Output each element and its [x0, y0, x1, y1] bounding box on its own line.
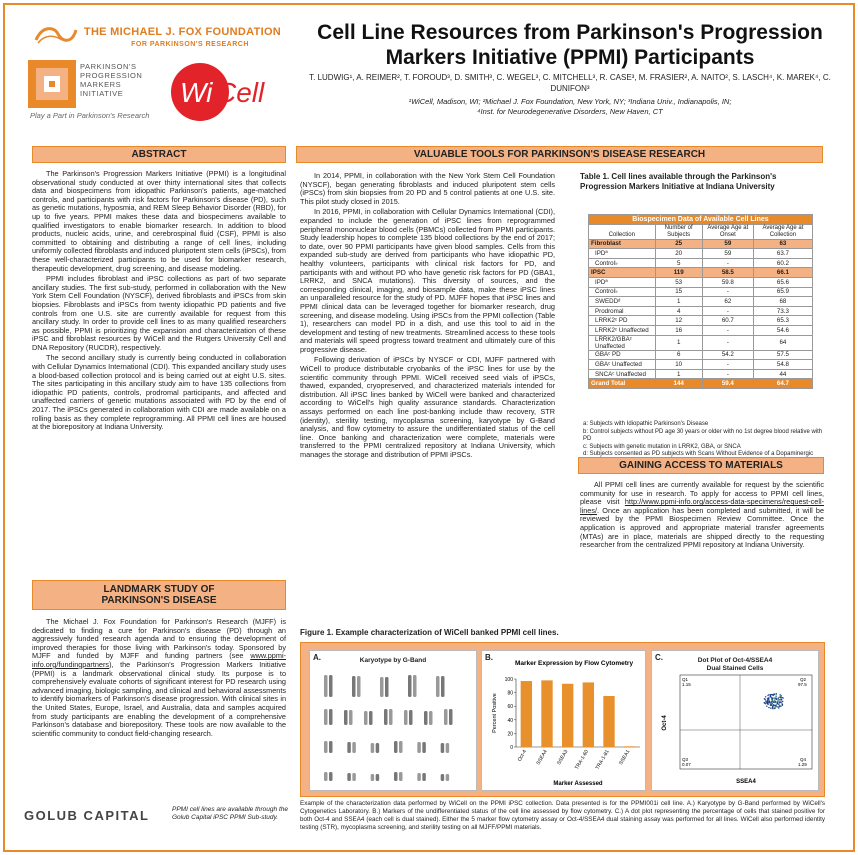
- landmark-body: [32, 618, 286, 740]
- footnote: b: Control subjects without PD age 30 years or older with no 1st degree blood relative with PD: [583, 428, 823, 442]
- table-cell: 15: [655, 287, 702, 297]
- table-cell: 65.3: [753, 316, 812, 326]
- golub-capital-logo: GOLUB CAPITAL: [24, 808, 150, 823]
- x-tick-label: SSEA3: [556, 749, 570, 766]
- event-dot: [769, 702, 770, 703]
- table-cell: 54.6: [753, 325, 812, 335]
- table-cell: IPSC: [589, 268, 656, 278]
- table-cell: 60.2: [753, 258, 812, 268]
- ppmi-line: PARKINSON'S: [80, 62, 137, 71]
- table-cell: 144: [655, 379, 702, 389]
- flow-cytometry-panel: [481, 650, 646, 791]
- cell-lines-table: [588, 214, 813, 389]
- chromosome: [329, 709, 333, 725]
- affiliation-line: ⁴Inst. for Neurodegenerative Disorders, New Haven, CT: [477, 107, 663, 116]
- table-row: [589, 287, 813, 297]
- mjff-name: THE MICHAEL J. FOX FOUNDATION: [83, 26, 282, 38]
- sponsor-note: PPMI cell lines are available through the Golub Capital iPSC PPMI Sub-study.: [172, 806, 288, 821]
- mjff-logo-icon: [32, 24, 78, 46]
- dot-plot-title: Dot Plot of Oct-4/SSEA4: [697, 657, 773, 664]
- chromosome: [344, 710, 348, 725]
- chromosome: [429, 711, 433, 725]
- y-axis-label: Percent Positive: [492, 693, 498, 733]
- chromosome: [449, 709, 453, 725]
- access-heading: GAINING ACCESS TO MATERIALS: [578, 457, 824, 474]
- quadrant-label: Q3: [682, 757, 689, 762]
- column-header: Collection: [589, 224, 656, 239]
- chromosome: [329, 741, 333, 753]
- panel-label: C.: [655, 653, 663, 662]
- poster-title: Cell Line Resources from Parkinson's Progression Markers Initiative (PPMI) Participants: [317, 21, 823, 69]
- quadrant-label: Q2: [800, 677, 807, 682]
- event-dot: [780, 697, 781, 698]
- table-cell: 1: [655, 297, 702, 307]
- table-cell: 64: [753, 335, 812, 350]
- chromosome: [376, 743, 380, 753]
- chromosome: [369, 711, 373, 725]
- chromosome: [347, 742, 351, 753]
- table-cell: -: [702, 360, 753, 370]
- table-cell: 62: [702, 297, 753, 307]
- event-dot: [764, 702, 765, 703]
- event-dot: [767, 695, 768, 696]
- x-tick-label: Oct-4: [516, 749, 529, 763]
- ppmi-wordmark: [80, 62, 142, 98]
- event-dot: [781, 701, 782, 702]
- table-cell: 44: [753, 369, 812, 379]
- chromosome: [446, 774, 450, 781]
- ppmi-line: PROGRESSION: [80, 71, 143, 80]
- access-text: All PPMI cell lines are currently available for request by the scientific community for use in research. To apply for access to PPMI cell lines, please visit: [580, 480, 824, 507]
- table-row: [589, 369, 813, 379]
- table-row: [589, 297, 813, 307]
- ppmi-line: MARKERS: [80, 80, 122, 89]
- event-dot: [770, 696, 771, 697]
- y-tick-label: 80: [507, 690, 513, 697]
- landmark-paragraph: [32, 618, 286, 738]
- chart-title: Marker Expression by Flow Cytometry: [514, 660, 634, 667]
- table-cell: LRRK2/GBAᶜ Unaffected: [589, 335, 656, 350]
- table-cell: 65.9: [753, 287, 812, 297]
- table-group-row: [589, 239, 813, 249]
- event-dot: [766, 706, 767, 707]
- ppmi-line: INITIATIVE: [80, 89, 124, 98]
- chromosome: [404, 710, 408, 725]
- chromosome: [399, 772, 403, 781]
- event-dot: [777, 706, 778, 707]
- quadrant-label: Q1: [682, 677, 689, 682]
- event-dot: [772, 705, 773, 706]
- event-dot: [772, 706, 773, 707]
- figure-caption: Example of the characterization data performed by WiCell on the PPMI iPSC collection. Data presented is for the PPMI001i cell line. A.) Karyotype by G-Band performed by WiCell's Cytogenetics Laboratory. B.) Markers of the undifferentiated status of the cell line assessed by flow cytometry. C.) A dot plot representing the percentage of cells that stained positive for both Oct-4 and SSEA4 (each cell is dual stained). Either the 5 marker flow cytometry assay or Oct-4/SSEA4 dual staining assay was performed for all lines. WiCell also performed identity testing (STR), mycoplasma screening, and sterility testing on all MJFF/PPMI materials.: [300, 800, 825, 831]
- table-cell: 60.7: [702, 316, 753, 326]
- table-cell: IPDª: [589, 249, 656, 259]
- table-cell: 53: [655, 277, 702, 287]
- table-cell: 63: [753, 239, 812, 249]
- event-dot: [777, 702, 778, 703]
- chromosome: [357, 676, 361, 697]
- table-total-row: [589, 379, 813, 389]
- chromosome: [324, 741, 328, 753]
- chromosome: [324, 675, 328, 697]
- chromosome: [389, 709, 393, 725]
- bar-ssea3: [562, 684, 573, 747]
- table-cell: SNCAᶜ Unaffected: [589, 369, 656, 379]
- quadrant-value: 1.29: [798, 762, 807, 767]
- quadrant-value: 1.15: [682, 682, 691, 687]
- event-dot: [773, 693, 774, 694]
- karyotype-image: [316, 669, 472, 787]
- table-cell: GBAᶜ Unaffected: [589, 360, 656, 370]
- affiliation-line: ¹WiCell, Madison, WI; ²Michael J. Fox Foundation, New York, NY; ³Indiana Univ., Indianapolis, IN;: [408, 97, 732, 106]
- access-body: [580, 481, 824, 552]
- event-dot: [774, 707, 775, 708]
- chromosome: [364, 711, 368, 725]
- chromosome: [324, 709, 328, 725]
- table-cell: Prodromal: [589, 306, 656, 316]
- table-cell: -: [702, 369, 753, 379]
- table-cell: -: [702, 325, 753, 335]
- table-cell: 73.3: [753, 306, 812, 316]
- dot-plot-image: [652, 651, 820, 792]
- event-dot: [767, 700, 768, 701]
- event-dot: [766, 702, 767, 703]
- karyotype-panel: [309, 650, 477, 791]
- table-cell: 54.2: [702, 350, 753, 360]
- event-dot: [768, 697, 769, 698]
- event-dot: [778, 704, 779, 705]
- y-axis-label: Oct-4: [662, 715, 668, 731]
- event-dot: [768, 699, 769, 700]
- table-cell: 12: [655, 316, 702, 326]
- event-dot: [770, 707, 771, 708]
- chromosome: [324, 772, 328, 781]
- table-row: [589, 316, 813, 326]
- table-cell: 5: [655, 258, 702, 268]
- event-dot: [774, 699, 775, 700]
- panel-label: B.: [485, 653, 493, 662]
- quadrant-label: Q4: [800, 757, 807, 762]
- event-dot: [779, 705, 780, 706]
- chromosome: [417, 742, 421, 753]
- table-cell: 66.1: [753, 268, 812, 278]
- table-cell: 59: [702, 239, 753, 249]
- mjff-subtitle: FOR PARKINSON'S RESEARCH: [131, 41, 249, 48]
- y-tick-label: 100: [504, 677, 513, 683]
- chromosome: [409, 710, 413, 725]
- event-dot: [770, 704, 771, 705]
- event-dot: [776, 699, 777, 700]
- ppmi-tagline: Play a Part in Parkinson's Research: [30, 111, 150, 120]
- bar-ssea4: [541, 680, 552, 747]
- table-cell: 20: [655, 249, 702, 259]
- table-cell: 59.4: [702, 379, 753, 389]
- tools-paragraph: In 2016, PPMI, in collaboration with Cellular Dynamics International (CDI), expanded to include the generation of iPSC lines from reprogrammed peripheral mononuclear blood cells (PBMCs) collected from PPMI participants. Study leadership hopes to complete 135 blood collections by the end of 2017; to date, over 90 PPMI participants have given blood samples. Cells from this expanded sub-study are derived from participants who have idiopathic PD, healthy volunteers, participants with clinical risk factors for PD, and participants with and without PD who have genetic risk factors for PD (GBA1, LRRK2, and SNCA mutations). This diversity of sources, and the corresponding clinical, imaging, and biosample data, make these iPSC lines an unparalleled resource for the study of PD. MJFF hopes that iPSC lines and PPMI clinical data can be leveraged together for biomarker research, drug screening, and disease modeling. Using iPSCs from the PPMI collection (Table 1), researchers can model PD in a dish, and use this tool to aid in the development and testing of new treatments. Streamlined access to these tools and materials will speed progress toward treatment and ultimately cure of this progressive disease.: [300, 207, 555, 354]
- table-cell: Grand Total: [589, 379, 656, 389]
- panel-label: A.: [313, 653, 321, 662]
- landmark-text: The Michael J. Fox Foundation for Parkinson's Research (MJFF) is dedicated to finding a cure for Parkinson's disease (PD) through an aggressively funded research agenda and to ensuring the development of improved therapies for those living with Parkinson's today. Sponsored by MJFF and funded by MJFF and funding partners (see: [32, 617, 286, 661]
- event-dot: [775, 704, 776, 705]
- bar-ssea1: [624, 746, 635, 747]
- table-cell: 65.6: [753, 277, 812, 287]
- table-row: [589, 277, 813, 287]
- quadrant-value: 0.07: [682, 762, 691, 767]
- table-cell: -: [702, 306, 753, 316]
- dot-plot-subtitle: Dual Stained Cells: [706, 665, 764, 672]
- figure-title: Figure 1. Example characterization of WiCell banked PPMI cell lines.: [300, 628, 559, 637]
- chromosome: [384, 709, 388, 725]
- chromosome: [347, 773, 351, 781]
- wicell-logo: [160, 62, 278, 122]
- chromosome: [385, 677, 389, 697]
- column-header: Number of Subjects: [655, 224, 702, 239]
- table-cell: Fibroblast: [589, 239, 656, 249]
- x-axis-label: Marker Assessed: [553, 781, 603, 787]
- table-cell: 4: [655, 306, 702, 316]
- table-cell: 63.7: [753, 249, 812, 259]
- event-dot: [768, 701, 769, 702]
- column-header: Average Age at Onset: [702, 224, 753, 239]
- chromosome: [352, 742, 356, 753]
- event-dot: [772, 701, 773, 702]
- event-dot: [777, 699, 778, 700]
- chromosome: [408, 675, 412, 697]
- abstract-paragraph: PPMI includes fibroblast and iPSC collections as part of two separate ancillary studies. The first sub-study, performed in collaboration with the New York Stem Cell Foundation (NYSCF), derived fibroblasts and iPSCs from skin biopsies. Fibroblasts and iPSCs from twenty idiopathic PD patients and five controls from one U.S. site are currently available for request from this ancillary study. In order to provide cell lines to as many qualified researchers as possible, PPMI is prioritizing the expansion and characterization of these iPSC and fibroblast resources by WiCell and the Rutgers University Cell and DNA Repository (RUCDR), respectively.: [32, 274, 286, 352]
- event-dot: [779, 699, 780, 700]
- landmark-text: ), the Parkinson's Progression Markers Initiative (PPMI) is a landmark observational clinical study. Its purpose is to comprehensively evaluate cohorts of significant interest for PD research using advanced imaging, biologic sampling, and clinical and behavioral assessments to identify biomarkers of Parkinson's disease progression. With clinical sites in the United States, Europe, Israel, and Australia, data and samples acquired from study participants are enabling the development of a comprehensive Parkinson's database and biorepository. These tools are now available to the scientific community to conduct field-changing research.: [32, 659, 286, 738]
- table-cell: 54.8: [753, 360, 812, 370]
- event-dot: [764, 698, 765, 699]
- chromosome: [399, 741, 403, 753]
- table-row: [589, 335, 813, 350]
- chromosome: [424, 711, 428, 725]
- chromosome: [441, 743, 445, 753]
- event-dot: [774, 705, 775, 706]
- event-dot: [776, 701, 777, 702]
- footnote: c: Subjects with genetic mutation in LRRK2, GBA, or SNCA: [583, 443, 741, 450]
- table-cell: 59: [702, 249, 753, 259]
- event-dot: [775, 697, 776, 698]
- chromosome: [329, 772, 333, 781]
- table-cell: Control♭: [589, 258, 656, 268]
- landmark-heading: [32, 580, 286, 610]
- chromosome: [422, 773, 426, 781]
- chromosome: [371, 774, 375, 781]
- wicell-logo-cell: Cell: [216, 77, 265, 108]
- table-header: Biospecimen Data of Available Cell Lines: [589, 215, 813, 225]
- table-row: [589, 350, 813, 360]
- chromosome: [422, 742, 426, 753]
- table-cell: 58.5: [702, 268, 753, 278]
- event-dot: [781, 699, 782, 700]
- chromosome: [413, 675, 417, 697]
- chromosome: [441, 676, 445, 697]
- abstract-heading: ABSTRACT: [32, 146, 286, 163]
- chromosome: [371, 743, 375, 753]
- event-dot: [765, 700, 766, 701]
- table-cell: -: [702, 335, 753, 350]
- quadrant-value: 97.5: [798, 682, 807, 687]
- footnote: a: Subjects with Idiopathic Parkinson's Disease: [583, 421, 709, 427]
- table-row: [589, 249, 813, 259]
- table-cell: 1: [655, 335, 702, 350]
- chromosome: [441, 774, 445, 781]
- marker-expression-chart: [482, 651, 647, 792]
- column-header: Average Age at Collection: [753, 224, 812, 239]
- chromosome: [417, 773, 421, 781]
- table-cell: -: [702, 258, 753, 268]
- event-dot: [772, 708, 773, 709]
- chromosome: [444, 709, 448, 725]
- tools-heading: VALUABLE TOOLS FOR PARKINSON'S DISEASE RESEARCH: [296, 146, 823, 163]
- event-dot: [773, 695, 774, 696]
- event-dot: [781, 695, 782, 696]
- event-dot: [772, 703, 773, 704]
- event-dot: [767, 704, 768, 705]
- affiliations: [290, 97, 850, 117]
- table-cell: 68: [753, 297, 812, 307]
- event-dot: [771, 697, 772, 698]
- bar-oct-4: [521, 681, 532, 747]
- table-cell: 57.5: [753, 350, 812, 360]
- table-caption: Table 1. Cell lines available through the Parkinson's Progression Markers Initiative at Indiana University: [580, 172, 777, 191]
- x-tick-label: TRA-1-60: [574, 749, 591, 771]
- table-row: [589, 306, 813, 316]
- request-cell-lines-link[interactable]: http://www.ppmi-info.org/access-data-specimens/request-cell-lines/: [580, 497, 824, 515]
- footnote: d: Subjects consented as PD subjects with Scans Without Evidence of a Dopaminergic: [583, 451, 814, 457]
- chromosome: [349, 710, 353, 725]
- access-text: . Once an application has been completed and submitted, it will be reviewed by the PPMI Biospecimen Review Committee. Once the application is approved and appropriate material transfer agreements (MTAs) are in place, materials are shipped directly to the requesting researcher from the centralized PPMI repository at Indiana University.: [580, 505, 824, 550]
- event-dot: [765, 696, 766, 697]
- author-list: T. LUDWIG¹, A. REIMER², T. FOROUD³, D. SMITH³, C. WEGEL³, C. MITCHELL³, R. CASE³, M. FRASIER², A. NAITO², S. LASCH⁴, K. MAREK⁴, C. DUNIFON³: [309, 73, 831, 93]
- table-cell: 10: [655, 360, 702, 370]
- chromosome: [394, 772, 398, 781]
- chromosome: [380, 677, 384, 697]
- landmark-heading-line: PARKINSON'S DISEASE: [101, 595, 217, 606]
- table-group-row: [589, 268, 813, 278]
- table-cell: -: [702, 287, 753, 297]
- x-axis-label: SSEA4: [736, 779, 756, 785]
- abstract-paragraph: The second ancillary study is currently being conducted in collaboration with Cellular Dynamics International (CDI). This expanded ancillary study uses a blood-based collection protocol and is being carried out at eight U.S. sites. The sites participating in this ancillary study aim to have 135 collections from idiopathic PD patients, controls, prodromal participants, and affected and unaffected carriers of genetic mutations associated with PD by the end of 2017. The iPSCs generated in collaboration with CDI are made available on a rolling basis as they complete reprogramming. All PPMI cell lines are housed at the biorepository at Indiana University.: [32, 353, 286, 432]
- x-tick-label: SSEA4: [535, 749, 549, 766]
- table-cell: 119: [655, 268, 702, 278]
- abstract-body: [32, 170, 286, 434]
- table-row: [589, 258, 813, 268]
- chromosome: [329, 675, 333, 697]
- y-tick-label: 20: [507, 731, 513, 738]
- event-dot: [781, 703, 782, 704]
- landmark-heading-line: LANDMARK STUDY OF: [103, 584, 215, 595]
- event-dot: [778, 707, 779, 708]
- event-dot: [779, 701, 780, 702]
- y-tick-label: 40: [507, 717, 513, 724]
- table-cell: 6: [655, 350, 702, 360]
- table-cell: 64.7: [753, 379, 812, 389]
- tools-paragraph: In 2014, PPMI, in collaboration with the New York Stem Cell Foundation (NYSCF), began generating fibroblasts and induced pluripotent stem cells (iPSCs) from skin biopsies from 20 PD and 5 control patients at one U.S. site. This pilot study closed in 2015.: [300, 171, 555, 206]
- table-cell: LRRK2ᶜ PD: [589, 316, 656, 326]
- ppmi-logo-icon: [28, 60, 76, 108]
- y-tick-label: 0: [510, 745, 513, 751]
- y-tick-label: 60: [507, 704, 513, 711]
- event-dot: [768, 707, 769, 708]
- cell-lines-table-wrap: [588, 214, 813, 389]
- table-row: [589, 360, 813, 370]
- funding-partners-link[interactable]: www.ppmi-info.org/fundingpartners: [32, 651, 286, 669]
- table-cell: 1: [655, 369, 702, 379]
- table-cell: IPDª: [589, 277, 656, 287]
- karyotype-title: Karyotype by G-Band: [359, 657, 427, 664]
- event-dot: [775, 694, 776, 695]
- table-cell: GBAᶜ PD: [589, 350, 656, 360]
- bar-tra-1-60: [583, 682, 594, 747]
- event-dot: [768, 702, 769, 703]
- chromosome: [446, 743, 450, 753]
- table-cell: 16: [655, 325, 702, 335]
- chromosome: [352, 773, 356, 781]
- table-cell: 25: [655, 239, 702, 249]
- table-cell: SWEDDᵈ: [589, 297, 656, 307]
- table-row: [589, 325, 813, 335]
- table-cell: Control♭: [589, 287, 656, 297]
- bar-tra-1-81: [603, 696, 614, 747]
- table-cell: LRRK2ᶜ Unaffected: [589, 325, 656, 335]
- plot-area: [680, 675, 812, 769]
- chromosome: [394, 741, 398, 753]
- tools-paragraph: Following derivation of iPSCs by NYSCF or CDI, MJFF partnered with WiCell to produce distributable cryobanks of the iPSC lines for use by the scientific community through PPMI. WiCell received seed vials of iPSCs, thawed, expanded, cryopreserved, and characterized materials intended for distribution. All iPSC lines banked by WiCell were banked and characterized according to WiCell's high quality assurance standards. Characterization assays performed on each line post-banking include thaw recovery, STR (identity), sterility testing, mycoplasma screening, karyotype by G-Band analysis, and flow cytometry to assure the undifferentiated status of the cell line. Once banking and characterization were complete, materials were transferred to the PPMI centralized repository at Indiana University, which manages the storage and distribution of PPMI iPSCs.: [300, 355, 555, 459]
- chromosome: [436, 676, 440, 697]
- x-tick-label: SSEA1: [618, 749, 632, 766]
- event-dot: [779, 694, 780, 695]
- figure-panel: [300, 642, 825, 797]
- tools-body: [300, 172, 555, 462]
- chromosome: [376, 774, 380, 781]
- access-paragraph: [580, 481, 824, 550]
- chromosome: [352, 676, 356, 697]
- x-tick-label: TRA-1-81: [594, 749, 611, 771]
- dot-plot-panel: [651, 650, 819, 791]
- event-dot: [775, 695, 776, 696]
- table-cell: 59.8: [702, 277, 753, 287]
- event-dot: [782, 697, 783, 698]
- abstract-paragraph: The Parkinson's Progression Markers Initiative (PPMI) is a longitudinal observational study conducted at over thirty international sites that collects data and biospecimens from idiopathic Parkinson's patients, age-matched controls, and participants with risk factors for Parkinson's disease (PD), such as genetic mutations, hyposmia, and REM Sleep Behavior Disorder (RBD), for up to five years. PPMI makes these data and biospecimens available to qualified investigators to enable biomarker research. In addition to blood products, nucleic acids, urine, and cerebrospinal fluid (CSF), PPMI is also committed to obtaining and distributing a range of cell lines, including uniformly collected fibroblasts and induced pluripotent stem cells (iPSCs), from these well-characterized participants to be used for biomarker research, therapeutic development, drug screening, and disease modeling.: [32, 169, 286, 273]
- wicell-logo-w: Wi: [180, 77, 213, 108]
